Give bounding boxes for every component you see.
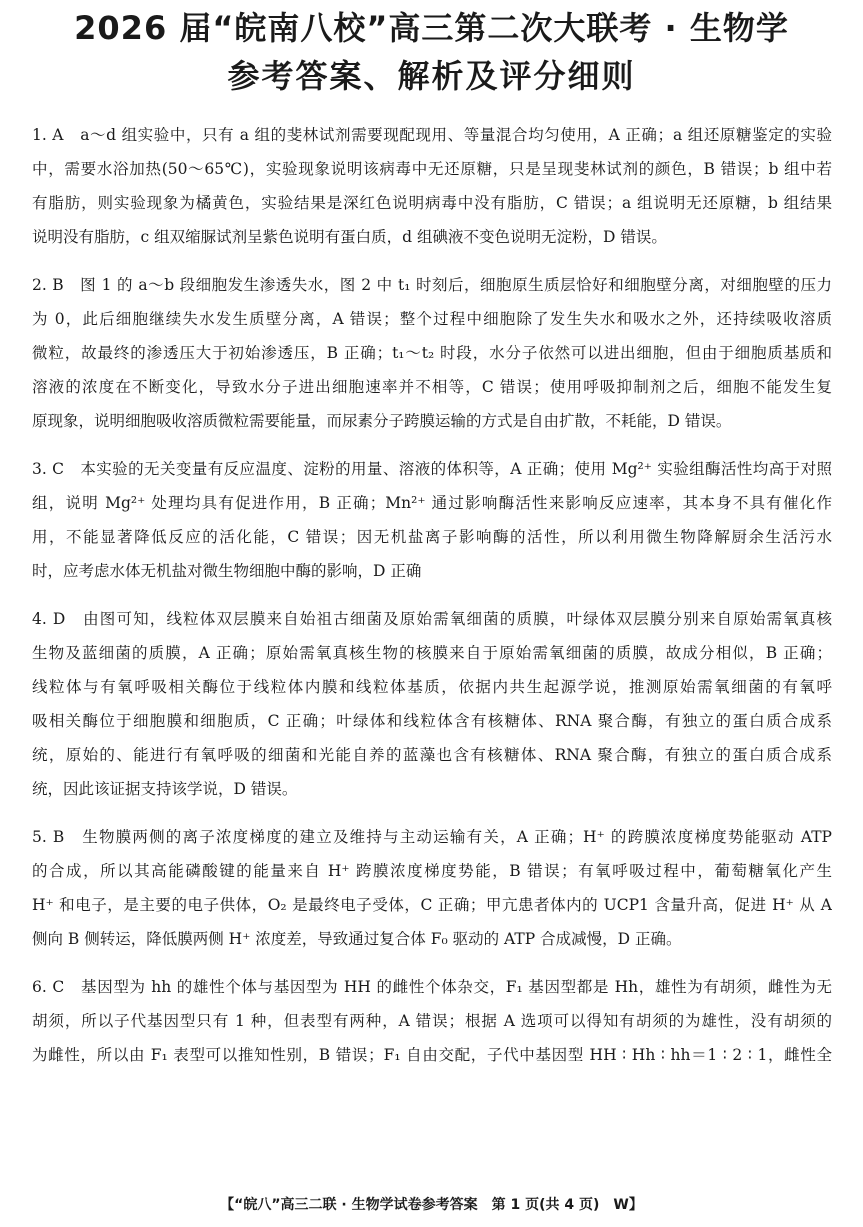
answer-line: 组，说明 Mg²⁺ 处理均具有促进作用，B 正确；Mn²⁺ 通过影响酶活性来影响反应速率，其本身不具有催化作 <box>32 494 832 512</box>
answer-line: 原现象，说明细胞吸收溶质微粒需要能量，而尿素分子跨膜运输的方式是自由扩散，不耗能，D 错误。 <box>32 412 732 430</box>
answer-line: 为雌性，所以由 F₁ 表型可以推知性别，B 错误；F₁ 自由交配，子代中基因型 HH ∶ Hh ∶ hh＝1 ∶ 2 ∶ 1，雌性全 <box>32 1046 832 1064</box>
answer-line: 线粒体与有氧呼吸相关酶位于线粒体内膜和线粒体基质，依据内共生起源学说，推测原始需氧细菌的有氧呼 <box>32 678 832 696</box>
answer-line: 胡须，所以子代基因型只有 1 种，但表型有两种，A 错误；根据 A 选项可以得知有胡须的为雄性，没有胡须的 <box>32 1012 832 1030</box>
answer-line: 4. D 由图可知，线粒体双层膜来自始祖古细菌及原始需氧细菌的质膜，叶绿体双层膜分别来自原始需氧真核 <box>32 610 832 628</box>
answer-line: 6. C 基因型为 hh 的雄性个体与基因型为 HH 的雌性个体杂交，F₁ 基因型都是 Hh，雄性为有胡须，雌性为无 <box>32 978 832 996</box>
answer-line: 微粒，故最终的渗透压大于初始渗透压，B 正确；t₁～t₂ 时段，水分子依然可以进出细胞，但由于细胞质基质和 <box>32 344 832 362</box>
answer-line: 溶液的浓度在不断变化，导致水分子进出细胞速率并不相等，C 错误；使用呼吸抑制剂之后，细胞不能发生复 <box>32 378 832 396</box>
answer-line: 为 0，此后细胞继续失水发生质壁分离，A 错误；整个过程中细胞除了发生失水和吸水之外，还持续吸收溶质 <box>32 310 832 328</box>
answer-line: 3. C 本实验的无关变量有反应温度、淀粉的用量、溶液的体积等，A 正确；使用 Mg²⁺ 实验组酶活性均高于对照 <box>32 460 832 478</box>
answer-item-5 <box>32 820 832 956</box>
answer-line: 的合成，所以其高能磷酸键的能量来自 H⁺ 跨膜浓度梯度势能，B 错误；有氧呼吸过程中，葡萄糖氧化产生 <box>32 862 832 880</box>
answer-line: 有脂肪，则实验现象为橘黄色，实验结果是深红色说明病毒中没有脂肪，C 错误；a 组说明无还原糖，b 组结果 <box>32 194 832 212</box>
answer-line: 用，不能显著降低反应的活化能，C 错误；因无机盐离子影响酶的活性，所以利用微生物降解厨余生活污水 <box>32 528 832 546</box>
answer-line: 1. A a～d 组实验中，只有 a 组的斐林试剂需要现配现用、等量混合均匀使用，A 正确；a 组还原糖鉴定的实验 <box>32 126 832 144</box>
answer-line: 生物及蓝细菌的质膜，A 正确；原始需氧真核生物的核膜来自于原始需氧细菌的质膜，故成分相似，B 正确； <box>32 644 832 662</box>
answer-item-6 <box>32 970 832 1072</box>
answer-item-2 <box>32 268 832 438</box>
page-footer: 【“皖八”高三二联 · 生物学试卷参考答案 第 1 页(共 4 页) W】 <box>220 1197 643 1213</box>
answer-line: 侧向 B 侧转运，降低膜两侧 H⁺ 浓度差，导致通过复合体 F₀ 驱动的 ATP 合成减慢，D 正确。 <box>32 930 682 948</box>
answer-list <box>32 118 832 1086</box>
answer-line: 吸相关酶位于细胞膜和细胞质，C 正确；叶绿体和线粒体含有核糖体、RNA 聚合酶，有独立的蛋白质合成系 <box>32 712 832 730</box>
answer-item-3 <box>32 452 832 588</box>
document-subtitle: 参考答案、解析及评分细则 <box>227 57 636 95</box>
answer-item-4 <box>32 602 832 806</box>
answer-line: 说明没有脂肪，c 组双缩脲试剂呈紫色说明有蛋白质，d 组碘液不变色说明无淀粉，D 错误。 <box>32 228 667 246</box>
answer-line: H⁺ 和电子，是主要的电子供体，O₂ 是最终电子受体，C 正确；甲亢患者体内的 UCP1 含量升高，促进 H⁺ 从 A <box>32 896 832 914</box>
answer-item-1 <box>32 118 832 254</box>
answer-line: 统，原始的、能进行有氧呼吸的细菌和光能自养的蓝藻也含有核糖体、RNA 聚合酶，有独立的蛋白质合成系 <box>32 746 832 764</box>
answer-line: 2. B 图 1 的 a～b 段细胞发生渗透失水，图 2 中 t₁ 时刻后，细胞原生质层恰好和细胞壁分离，对细胞壁的压力 <box>32 276 832 294</box>
document-title: 2026 届“皖南八校”高三第二次大联考 · 生物学 <box>74 9 789 47</box>
answer-line: 中，需要水浴加热(50～65℃)，实验现象说明该病毒中无还原糖，只是呈现斐林试剂的颜色，B 错误；b 组中若 <box>32 160 832 178</box>
answer-line: 5. B 生物膜两侧的离子浓度梯度的建立及维持与主动运输有关，A 正确；H⁺ 的跨膜浓度梯度势能驱动 ATP <box>32 828 832 846</box>
answer-line: 统，因此该证据支持该学说，D 错误。 <box>32 780 298 798</box>
answer-line: 时，应考虑水体无机盐对微生物细胞中酶的影响，D 正确 <box>32 562 422 580</box>
